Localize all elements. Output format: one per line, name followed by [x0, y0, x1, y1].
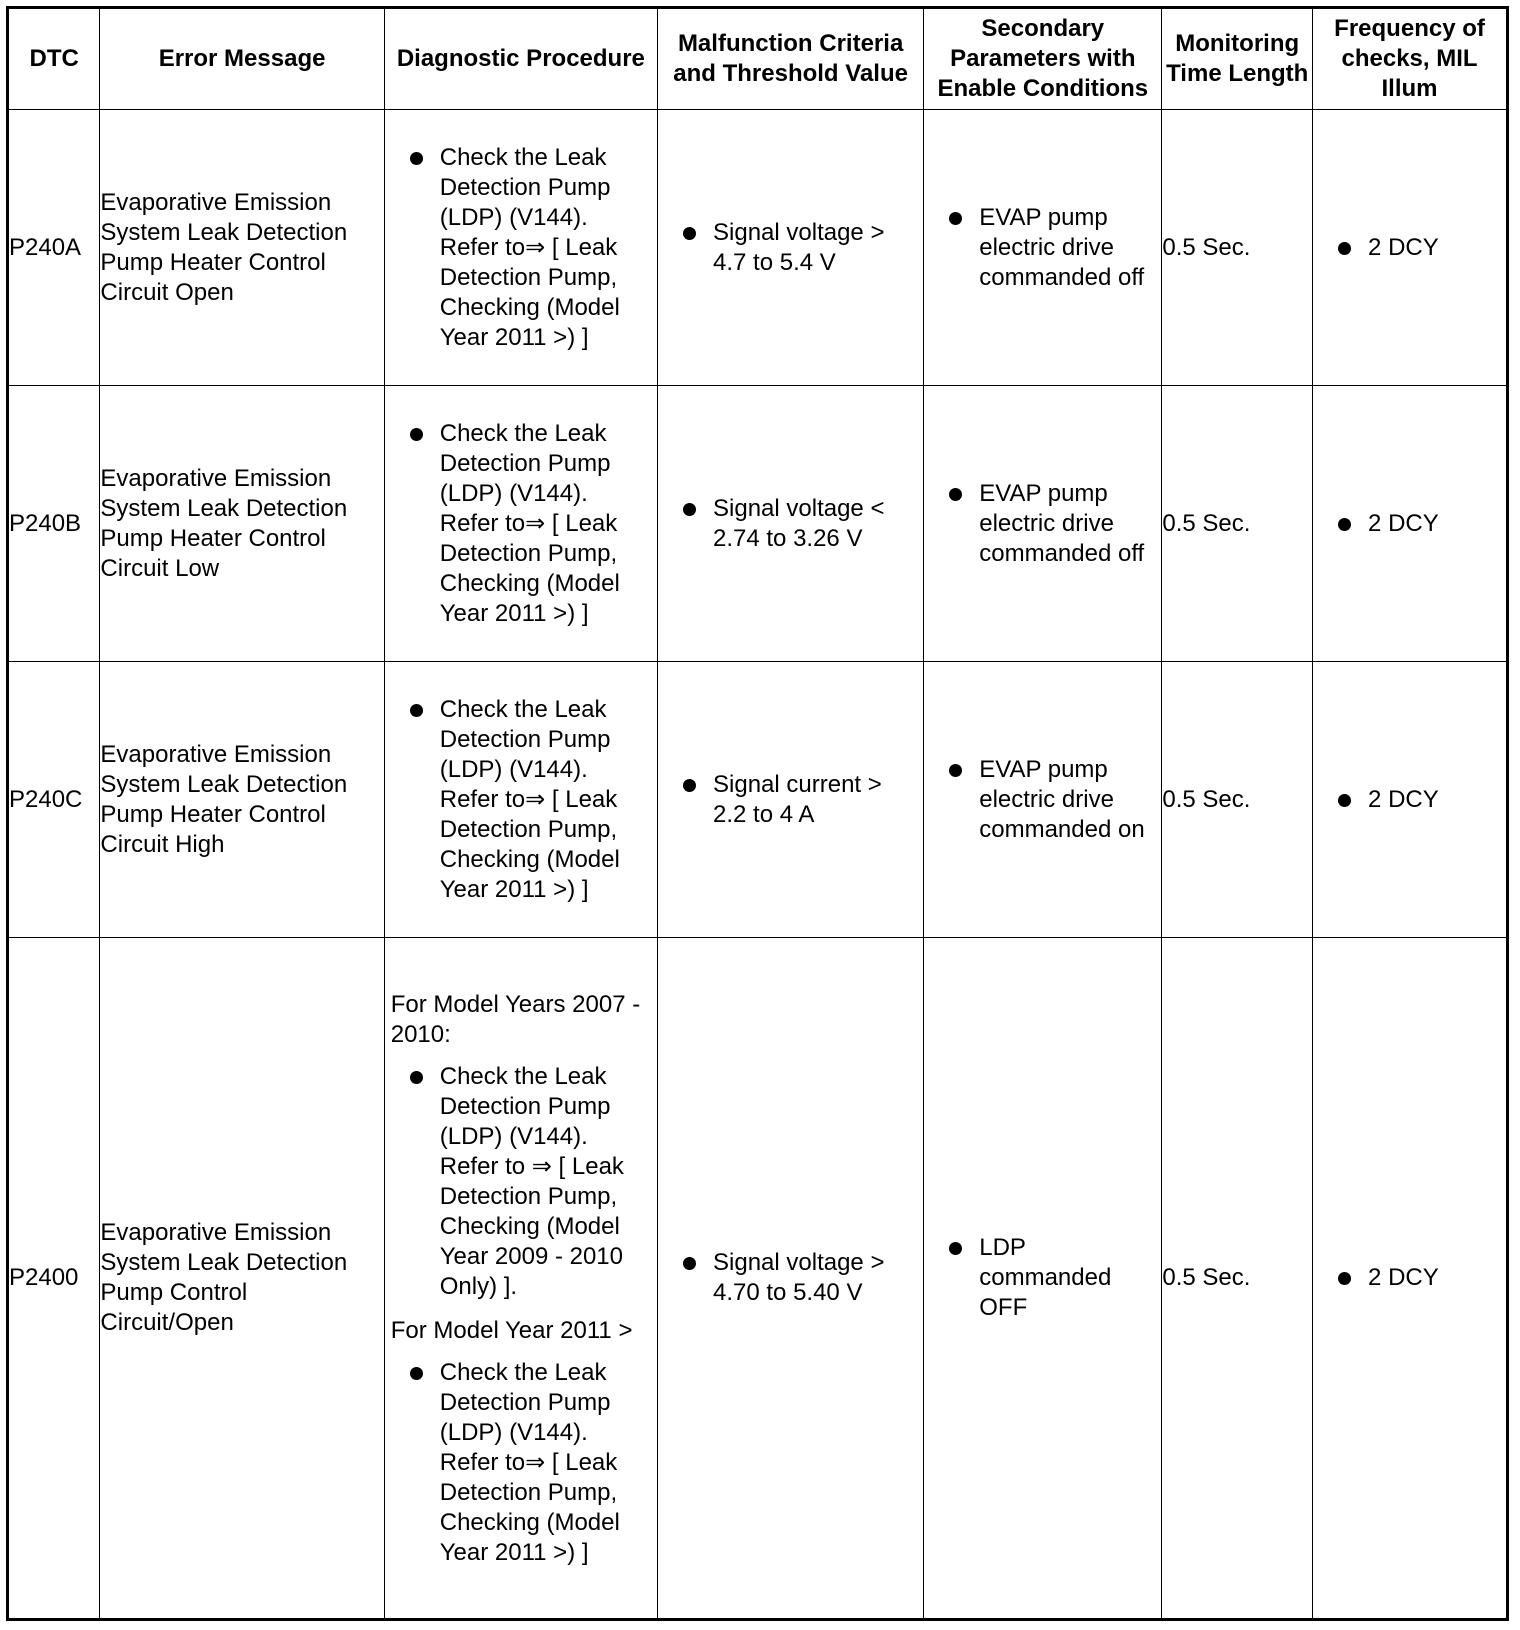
diagnostic-step: Check the Leak Detection Pump (LDP) (V144). Refer to⇒ [ Leak Detection Pump, Checking (Model Year 2011 >) ]: [385, 143, 657, 353]
frequency: [1313, 386, 1508, 662]
criteria-item: Signal voltage < 2.74 to 3.26 V: [658, 494, 923, 554]
diagnostic-procedure: [384, 662, 657, 938]
diagnostic-step: Check the Leak Detection Pump (LDP) (V144). Refer to⇒ [ Leak Detection Pump, Checking (Model Year 2011 >) ]: [385, 419, 657, 629]
error-message: Evaporative Emission System Leak Detection Pump Heater Control Circuit High: [100, 662, 384, 938]
frequency: [1313, 662, 1508, 938]
header-malfunction-criteria: Malfunction Criteria and Threshold Value: [658, 8, 924, 110]
header-error-message: Error Message: [100, 8, 384, 110]
dtc-code: P2400: [8, 938, 100, 1620]
header-monitoring-time: Monitoring Time Length: [1162, 8, 1313, 110]
malfunction-criteria: [658, 386, 924, 662]
diagnostic-note-model-2007-2010: For Model Years 2007 - 2010:: [390, 991, 641, 1048]
frequency-item: 2 DCY: [1313, 1263, 1506, 1293]
error-message: Evaporative Emission System Leak Detection Pump Heater Control Circuit Open: [100, 110, 384, 386]
frequency: [1313, 938, 1508, 1620]
monitoring-time: 0.5 Sec.: [1162, 938, 1313, 1620]
header-frequency: Frequency of checks, MIL Illum: [1313, 8, 1508, 110]
diagnostic-procedure: [384, 386, 657, 662]
dtc-code: P240C: [8, 662, 100, 938]
diagnostic-step: Check the Leak Detection Pump (LDP) (V144). Refer to⇒ [ Leak Detection Pump, Checking (Model Year 2011 >) ]: [385, 695, 657, 905]
secondary-item: EVAP pump electric drive commanded on: [924, 755, 1161, 845]
frequency-item: 2 DCY: [1313, 509, 1506, 539]
monitoring-time: 0.5 Sec.: [1162, 662, 1313, 938]
criteria-item: Signal voltage > 4.7 to 5.4 V: [658, 218, 923, 278]
secondary-item: EVAP pump electric drive commanded off: [924, 203, 1161, 293]
frequency-item: 2 DCY: [1313, 785, 1506, 815]
diagnostic-step: Check the Leak Detection Pump (LDP) (V144). Refer to ⇒ [ Leak Detection Pump, Checking (Model Year 2009 - 2010 Only) ].: [385, 1062, 657, 1302]
secondary-parameters: [924, 662, 1162, 938]
header-secondary-parameters: Secondary Parameters with Enable Conditions: [924, 8, 1162, 110]
header-diagnostic-procedure: Diagnostic Procedure: [384, 8, 657, 110]
table-row: [8, 662, 1508, 938]
monitoring-time: 0.5 Sec.: [1162, 110, 1313, 386]
secondary-item: EVAP pump electric drive commanded off: [924, 479, 1161, 569]
dtc-code: P240B: [8, 386, 100, 662]
malfunction-criteria: [658, 110, 924, 386]
frequency-item: 2 DCY: [1313, 233, 1506, 263]
secondary-item: LDP commanded OFF: [924, 1233, 1161, 1323]
diagnostic-procedure: [384, 110, 657, 386]
header-row: [8, 8, 1508, 110]
criteria-item: Signal voltage > 4.70 to 5.40 V: [658, 1248, 923, 1308]
malfunction-criteria: [658, 938, 924, 1620]
diagnostic-procedure: [384, 938, 657, 1620]
secondary-parameters: [924, 110, 1162, 386]
dtc-table: [6, 6, 1509, 1621]
malfunction-criteria: [658, 662, 924, 938]
table-row: [8, 386, 1508, 662]
criteria-item: Signal current > 2.2 to 4 A: [658, 770, 923, 830]
error-message: Evaporative Emission System Leak Detection Pump Control Circuit/Open: [100, 938, 384, 1620]
table-row: [8, 110, 1508, 386]
diagnostic-step: Check the Leak Detection Pump (LDP) (V144). Refer to⇒ [ Leak Detection Pump, Checking (Model Year 2011 >) ]: [385, 1358, 657, 1568]
table-row: [8, 938, 1508, 1620]
diagnostic-note-model-2011: For Model Year 2011 >: [390, 1317, 633, 1344]
secondary-parameters: [924, 938, 1162, 1620]
secondary-parameters: [924, 386, 1162, 662]
frequency: [1313, 110, 1508, 386]
monitoring-time: 0.5 Sec.: [1162, 386, 1313, 662]
header-dtc: DTC: [8, 8, 100, 110]
dtc-code: P240A: [8, 110, 100, 386]
error-message: Evaporative Emission System Leak Detection Pump Heater Control Circuit Low: [100, 386, 384, 662]
